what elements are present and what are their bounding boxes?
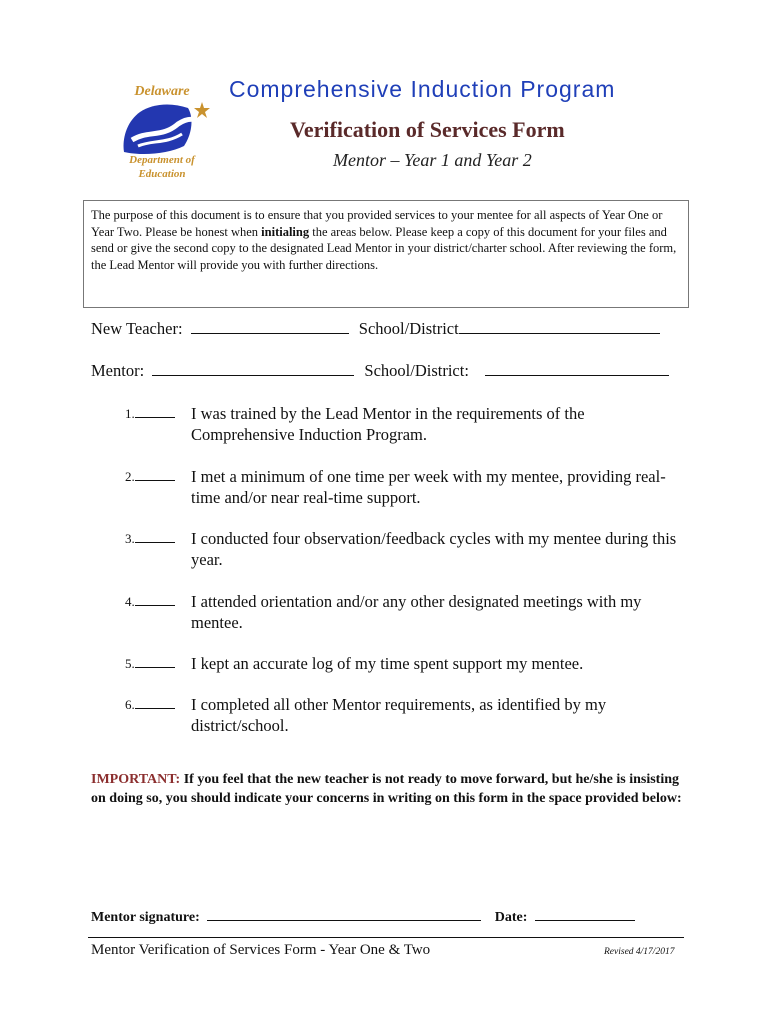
important-note [91, 770, 691, 808]
date-field[interactable] [535, 908, 635, 921]
initial-field[interactable] [135, 468, 175, 481]
item-text: I attended orientation and/or any other designated meetings with my mentee. [191, 592, 642, 632]
item-number: 3. [125, 528, 175, 549]
mentor-field[interactable] [152, 361, 354, 376]
item-number: 4. [125, 591, 175, 612]
item-number: 1. [125, 403, 175, 424]
new-teacher-field[interactable] [191, 319, 349, 334]
new-teacher-label: New Teacher: [91, 319, 183, 338]
item-text: I completed all other Mentor requirements, as identified by my district/school. [191, 695, 607, 735]
initial-field[interactable] [135, 530, 175, 543]
mentor-label: Mentor: [91, 361, 145, 380]
school-district-field-1[interactable] [459, 319, 660, 334]
school-district-label-1: School/District [358, 319, 459, 338]
mentor-signature-label: Mentor signature: [91, 910, 200, 925]
logo-edu-text: Education [138, 168, 186, 180]
new-teacher-row [91, 319, 660, 339]
delaware-doe-logo [112, 82, 212, 186]
footer-divider [88, 937, 684, 938]
revised-date: Revised 4/17/2017 [604, 947, 675, 957]
item-number: 6. [125, 694, 175, 715]
item-text: I conducted four observation/feedback cycles with my mentee during this year. [191, 529, 677, 569]
item-text: I kept an accurate log of my time spent support my mentee. [191, 654, 584, 673]
initial-field[interactable] [135, 405, 175, 418]
school-district-label-2: School/District: [364, 361, 469, 380]
footer-title: Mentor Verification of Services Form - Year One & Two [91, 942, 431, 958]
important-label: IMPORTANT: [91, 772, 181, 787]
item-text: I was trained by the Lead Mentor in the requirements of the Comprehensive Induction Program. [191, 404, 585, 444]
signature-row [91, 908, 635, 926]
purpose-text-1: The purpose of this document is to ensure that you provided services to your mentee for all aspects of Year One or Year Two. Please be honest when [91, 208, 663, 239]
purpose-box [83, 200, 689, 308]
initial-field[interactable] [135, 593, 175, 606]
purpose-text-2: the areas below. Please keep a copy of this document for your files and send or give the second copy to the designated Lead Mentor in your district/charter school. After reviewing the form, the Lead Mentor will provide you with further directions. [91, 224, 677, 272]
item-number: 2. [125, 466, 175, 487]
delaware-map-icon [118, 100, 210, 156]
program-title: Comprehensive Induction Program [229, 76, 616, 102]
purpose-bold-initialing: initialing [261, 224, 310, 239]
mentor-signature-field[interactable] [207, 908, 481, 921]
school-district-field-2[interactable] [485, 361, 669, 376]
form-title: Verification of Services Form [290, 117, 565, 142]
item-number: 5. [125, 653, 175, 674]
form-subtitle: Mentor – Year 1 and Year 2 [333, 150, 532, 170]
logo-top-text: Delaware [134, 84, 190, 99]
important-text: If you feel that the new teacher is not ready to move forward, but he/she is insisting on doing so, you should indicate your concerns in writing on this form in the space provided below: [91, 772, 682, 806]
item-text: I met a minimum of one time per week with my mentee, providing real-time and/or near real-time support. [191, 467, 666, 507]
concerns-area[interactable] [91, 830, 681, 900]
date-label: Date: [494, 910, 528, 925]
initial-field[interactable] [135, 696, 175, 709]
mentor-row [91, 361, 669, 381]
logo-dept-text: Department of [129, 154, 195, 166]
initial-field[interactable] [135, 655, 175, 668]
